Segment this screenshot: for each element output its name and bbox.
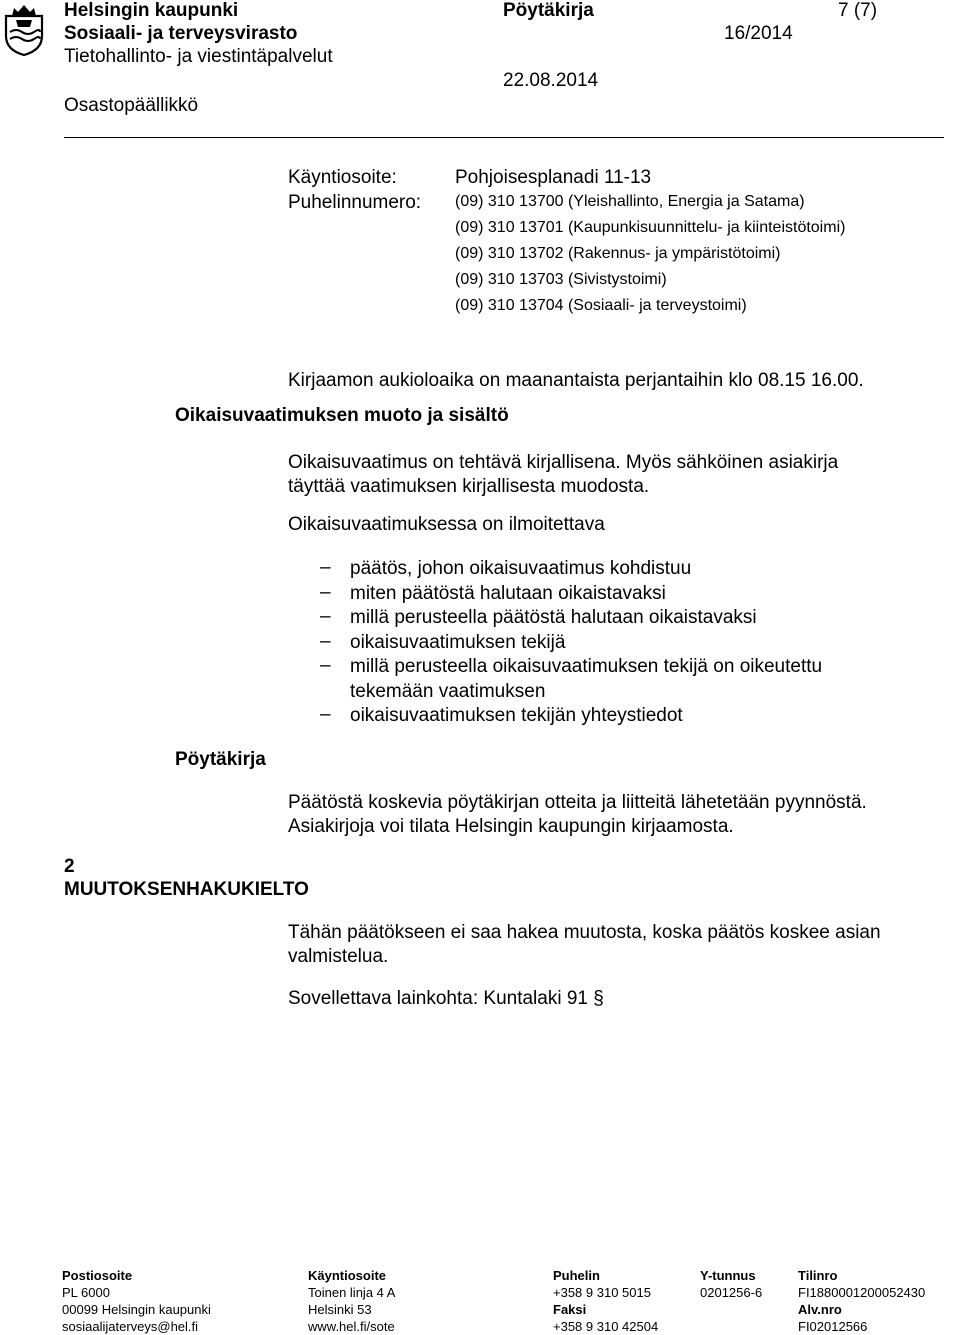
header-doc-number: 16/2014 bbox=[724, 23, 793, 44]
dash-bullet-icon: – bbox=[320, 581, 331, 603]
footer-visit-label: Käyntiosoite bbox=[308, 1268, 387, 1283]
header-role: Osastopäällikkö bbox=[64, 95, 199, 116]
section-number: 2 bbox=[64, 856, 75, 877]
footer-visit-line: Helsinki 53 bbox=[308, 1302, 372, 1317]
footer-account bbox=[798, 1267, 925, 1335]
visit-address-value: Pohjoisesplanadi 11-13 bbox=[455, 167, 652, 188]
footer-postal bbox=[62, 1267, 211, 1335]
header-department: Sosiaali- ja terveysvirasto bbox=[64, 23, 298, 44]
form-required-intro: Oikaisuvaatimuksessa on ilmoitettava bbox=[288, 514, 605, 535]
footer-postal-line: PL 6000 bbox=[62, 1285, 110, 1300]
required-info-list bbox=[320, 557, 890, 729]
form-paragraph-line: Oikaisuvaatimus on tehtävä kirjallisena. Myös sähköinen asiakirja bbox=[288, 452, 839, 473]
dash-bullet-icon: – bbox=[320, 557, 331, 578]
phone-number-line: (09) 310 13703 (Sivistystoimi) bbox=[455, 271, 667, 288]
header-doc-type: Pöytäkirja bbox=[503, 0, 594, 21]
minutes-line: Päätöstä koskevia pöytäkirjan otteita ja liitteitä lähetetään pyynnöstä. bbox=[288, 792, 867, 813]
footer-phone-value: +358 9 310 5015 bbox=[553, 1285, 651, 1300]
footer-fax-value: +358 9 310 42504 bbox=[553, 1319, 659, 1334]
footer-phone bbox=[553, 1267, 658, 1335]
list-item: – oikaisuvaatimuksen tekijän yhteystiedot bbox=[320, 704, 683, 726]
dash-bullet-icon: – bbox=[320, 655, 331, 676]
dash-bullet-icon: – bbox=[320, 606, 331, 627]
list-item: – miten päätöstä halutaan oikaistavaksi bbox=[320, 581, 666, 604]
footer-visit-line: Toinen linja 4 A bbox=[308, 1285, 396, 1300]
header-divider bbox=[64, 137, 944, 138]
header-page-number: 7 (7) bbox=[838, 0, 878, 21]
footer-vat-value: FI02012566 bbox=[798, 1319, 868, 1334]
footer-postal-line: sosiaalijaterveys@hel.fi bbox=[62, 1319, 199, 1334]
list-item: – millä perusteella oikaisuvaatimuksen tekijä on oikeutettu tekemään vaatimuksen bbox=[320, 655, 823, 702]
footer-postal-line: 00099 Helsingin kaupunki bbox=[62, 1302, 211, 1317]
phone-label: Puhelinnumero: bbox=[288, 192, 422, 213]
header-org: Helsingin kaupunki bbox=[64, 0, 239, 21]
appeal-line: valmistelua. bbox=[288, 946, 389, 967]
phone-number-line: (09) 310 13704 (Sosiaali- ja terveystoimi) bbox=[455, 297, 747, 314]
dash-bullet-icon: – bbox=[320, 630, 331, 652]
appeal-line: Tähän päätökseen ei saa hakea muutosta, koska päätös koskee asian bbox=[288, 922, 881, 943]
list-item: – millä perusteella päätöstä halutaan oikaistavaksi bbox=[320, 606, 757, 628]
footer-phone-label: Puhelin bbox=[553, 1268, 600, 1283]
footer-ytunnus bbox=[700, 1267, 762, 1301]
phone-number-line: (09) 310 13700 (Yleishallinto, Energia ja Satama) bbox=[455, 193, 805, 210]
phone-number-line: (09) 310 13701 (Kaupunkisuunnittelu- ja kiinteistötoimi) bbox=[455, 219, 846, 236]
phone-number-line: (09) 310 13702 (Rakennus- ja ympäristötoimi) bbox=[455, 245, 781, 262]
footer-visit-line: www.hel.fi/sote bbox=[308, 1319, 395, 1334]
header-date: 22.08.2014 bbox=[503, 70, 599, 91]
dash-bullet-icon: – bbox=[320, 704, 331, 725]
applicable-law: Sovellettava lainkohta: Kuntalaki 91 § bbox=[288, 988, 604, 1009]
footer-account-value: FI1880001200052430 bbox=[798, 1285, 926, 1300]
office-hours: Kirjaamon aukioloaika on maanantaista perjantaihin klo 08.15 16.00. bbox=[288, 370, 864, 391]
footer-visit bbox=[308, 1267, 395, 1335]
footer-postal-label: Postiosoite bbox=[62, 1268, 133, 1283]
footer-account-label: Tilinro bbox=[798, 1268, 838, 1283]
visit-address-label: Käyntiosoite: bbox=[288, 167, 397, 188]
header-unit: Tietohallinto- ja viestintäpalvelut bbox=[64, 46, 333, 67]
list-item: – oikaisuvaatimuksen tekijä bbox=[320, 630, 566, 653]
section-heading-form: Oikaisuvaatimuksen muoto ja sisältö bbox=[175, 405, 509, 426]
minutes-line: Asiakirjoja voi tilata Helsingin kaupungin kirjaamosta. bbox=[288, 816, 734, 837]
footer-vat-label: Alv.nro bbox=[798, 1302, 842, 1317]
list-item: – päätös, johon oikaisuvaatimus kohdistuu bbox=[320, 557, 692, 579]
form-paragraph-line: täyttää vaatimuksen kirjallisesta muodosta. bbox=[288, 476, 650, 497]
footer-ytunnus-value: 0201256-6 bbox=[700, 1285, 763, 1300]
footer-fax-label: Faksi bbox=[553, 1302, 587, 1317]
footer-ytunnus-label: Y-tunnus bbox=[700, 1268, 756, 1283]
helsinki-crest-logo bbox=[2, 2, 46, 56]
section-heading-appeal: MUUTOKSENHAKUKIELTO bbox=[64, 879, 309, 900]
section-heading-minutes: Pöytäkirja bbox=[175, 749, 266, 770]
